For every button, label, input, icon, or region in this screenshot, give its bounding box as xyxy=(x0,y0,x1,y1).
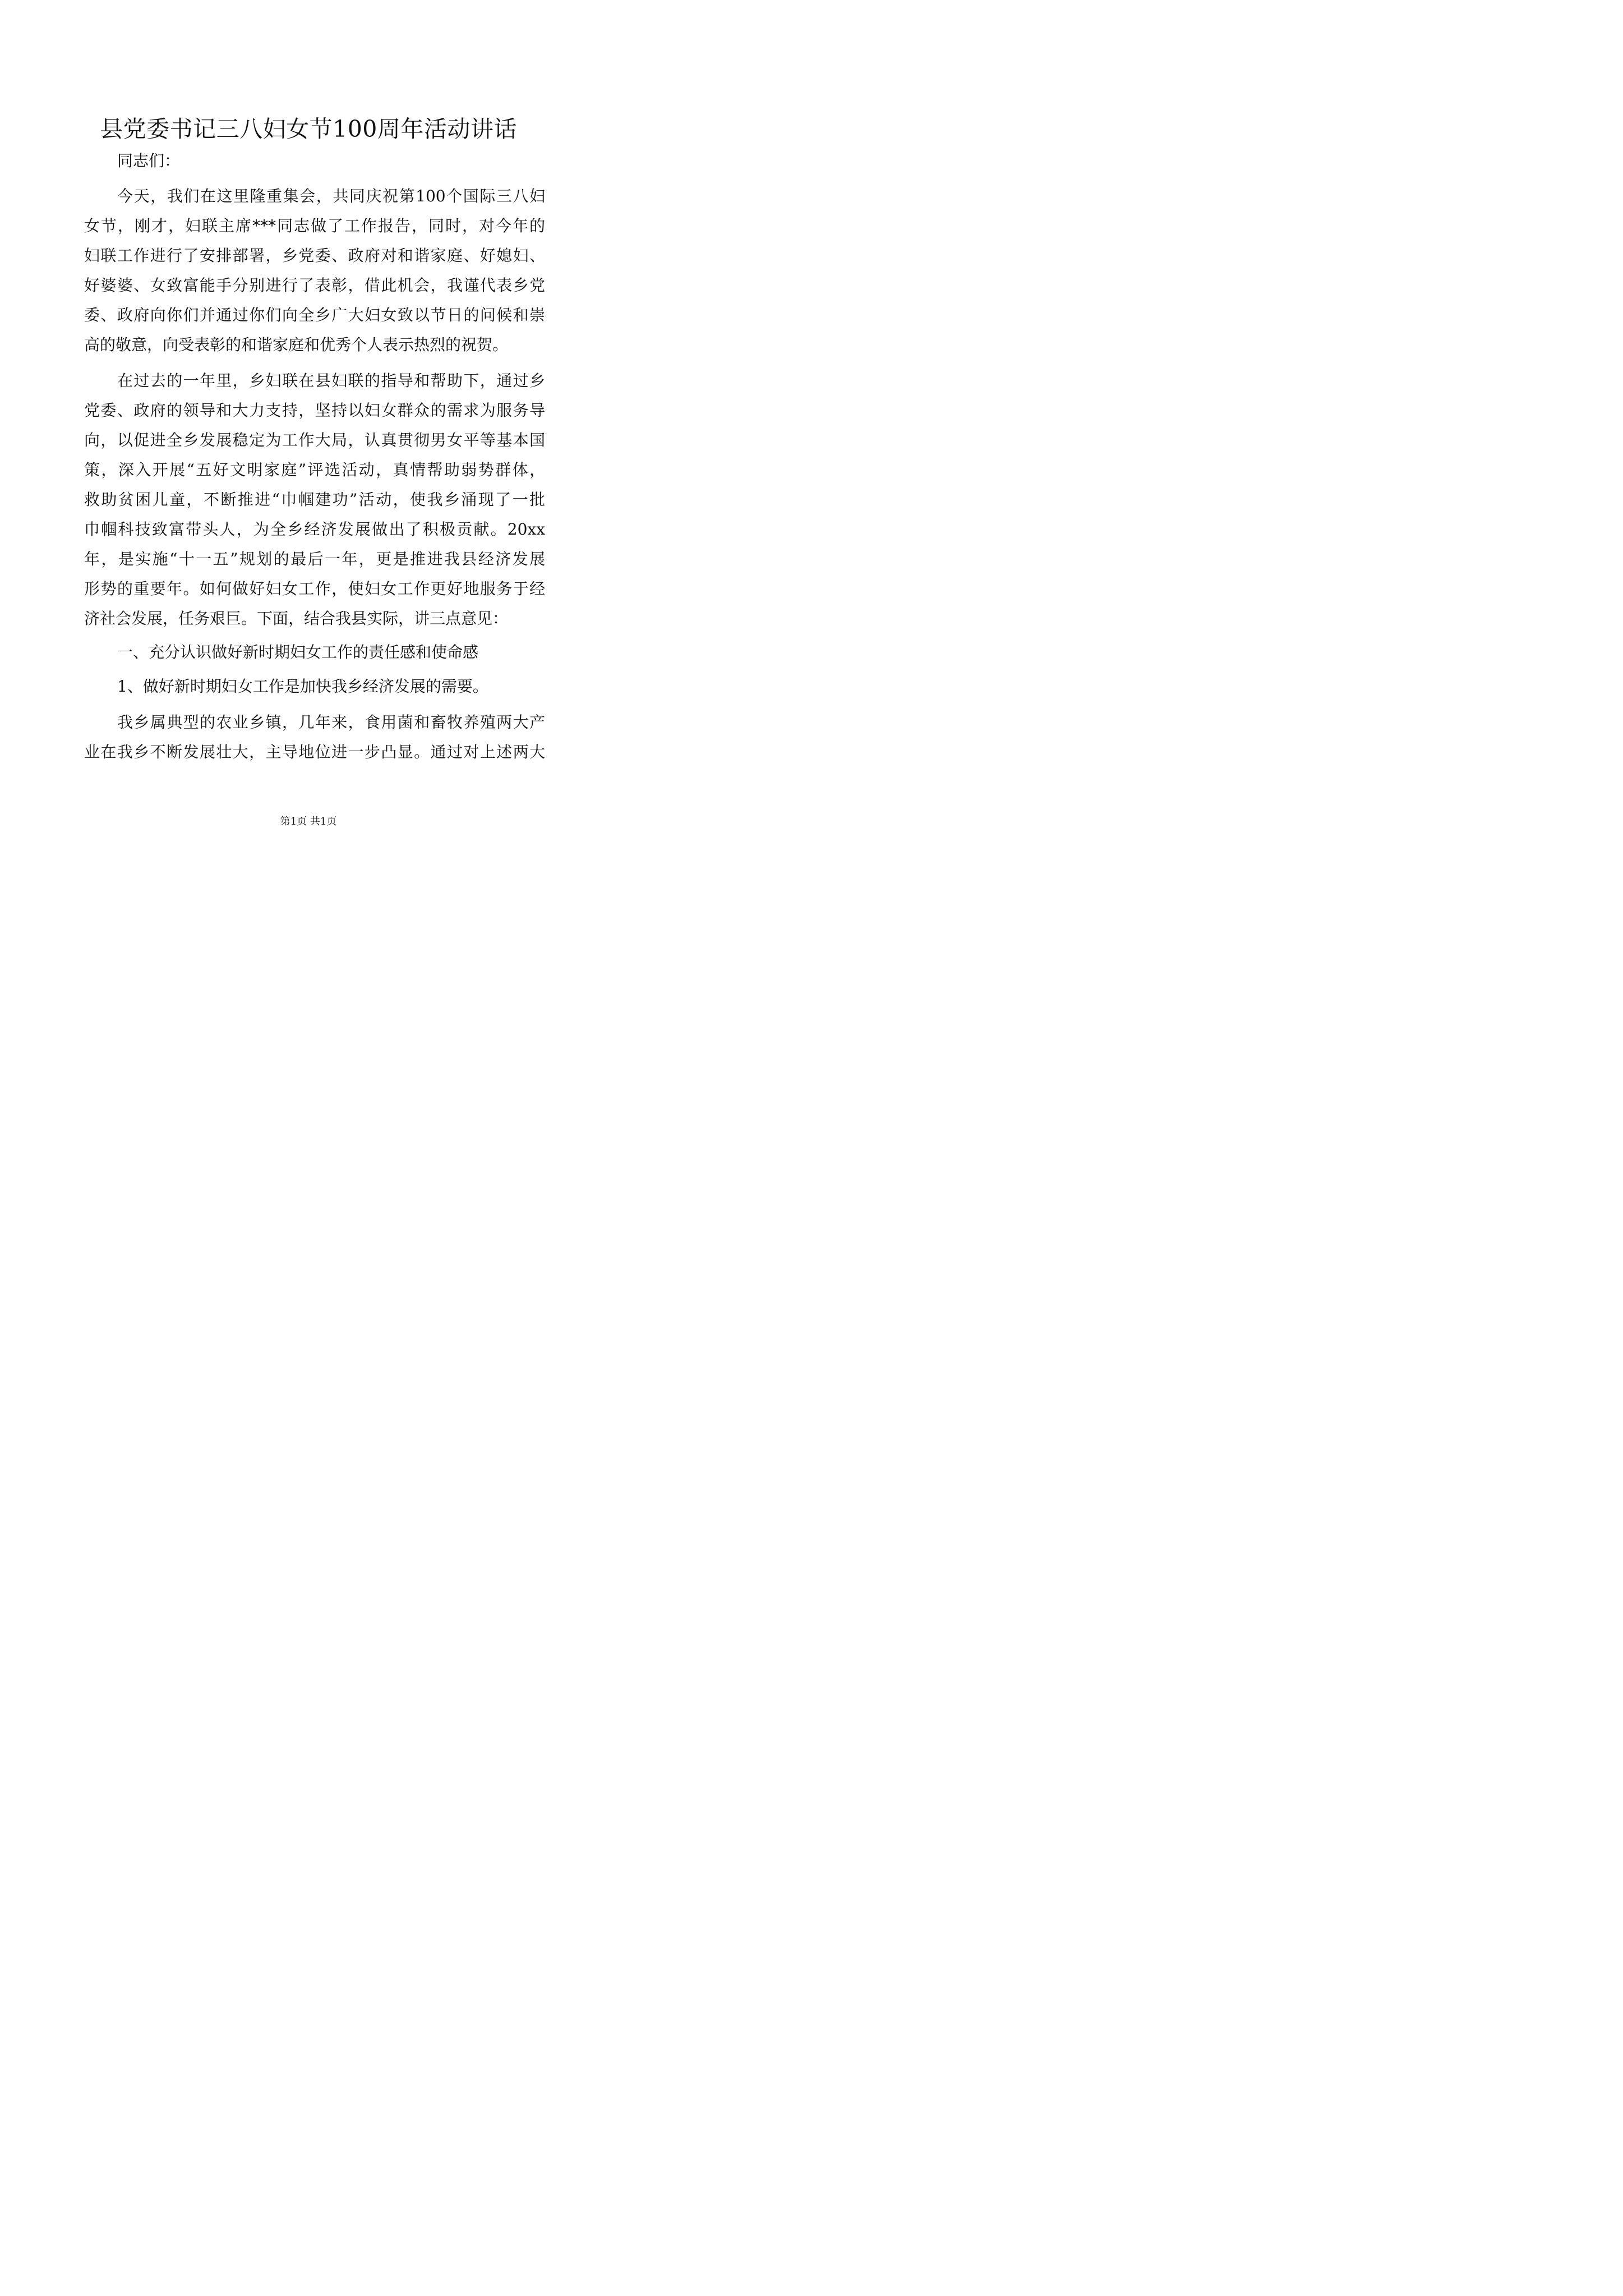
text-line: 党委、政府的领导和大力支持，坚持以妇女群众的需求为服务导 xyxy=(84,401,545,420)
section-heading: 一、充分认识做好新时期妇女工作的责任感和使命感 xyxy=(117,643,479,661)
text-line: 业在我乡不断发展壮大，主导地位进一步凸显。通过对上述两大 xyxy=(84,743,545,761)
text-line: 妇联工作进行了安排部署，乡党委、政府对和谐家庭、好媳妇、 xyxy=(84,246,545,265)
text-line: 委、政府向你们并通过你们向全乡广大妇女致以节日的问候和崇 xyxy=(84,306,545,324)
text-line: 高的敬意，向受表彰的和谐家庭和优秀个人表示热烈的祝贺。 xyxy=(84,335,509,354)
text-line: 救助贫困儿童，不断推进“巾帼建功”活动，使我乡涌现了一批 xyxy=(84,490,545,509)
text-line: 年，是实施“十一五”规划的最后一年，更是推进我县经济发展 xyxy=(84,550,545,568)
text-line: 我乡属典型的农业乡镇，几年来，食用菌和畜牧养殖两大产 xyxy=(117,713,545,731)
text-line: 形势的重要年。如何做好妇女工作，使妇女工作更好地服务于经 xyxy=(84,579,545,598)
document-title: 县党委书记三八妇女节100周年活动讲话 xyxy=(100,116,517,142)
text-line: 在过去的一年里，乡妇联在县妇联的指导和帮助下，通过乡 xyxy=(117,371,545,390)
page-footer: 第1页 共1页 xyxy=(280,816,337,827)
subsection-heading: 1、做好新时期妇女工作是加快我乡经济发展的需要。 xyxy=(117,677,488,696)
text-line: 女节，刚才，妇联主席***同志做了工作报告，同时，对今年的 xyxy=(84,217,545,235)
text-line: 向，以促进全乡发展稳定为工作大局，认真贯彻男女平等基本国 xyxy=(84,431,545,449)
text-line: 济社会发展，任务艰巨。下面，结合我县实际，讲三点意见： xyxy=(84,609,509,628)
salutation: 同志们： xyxy=(117,151,181,170)
text-line: 好婆婆、女致富能手分别进行了表彰，借此机会，我谨代表乡党 xyxy=(84,276,545,295)
text-line: 今天，我们在这里隆重集会，共同庆祝第100个国际三八妇 xyxy=(117,187,545,205)
text-line: 巾帼科技致富带头人，为全乡经济发展做出了积极贡献。20xx xyxy=(84,520,545,539)
text-line: 策，深入开展“五好文明家庭”评选活动，真情帮助弱势群体， xyxy=(84,461,545,479)
